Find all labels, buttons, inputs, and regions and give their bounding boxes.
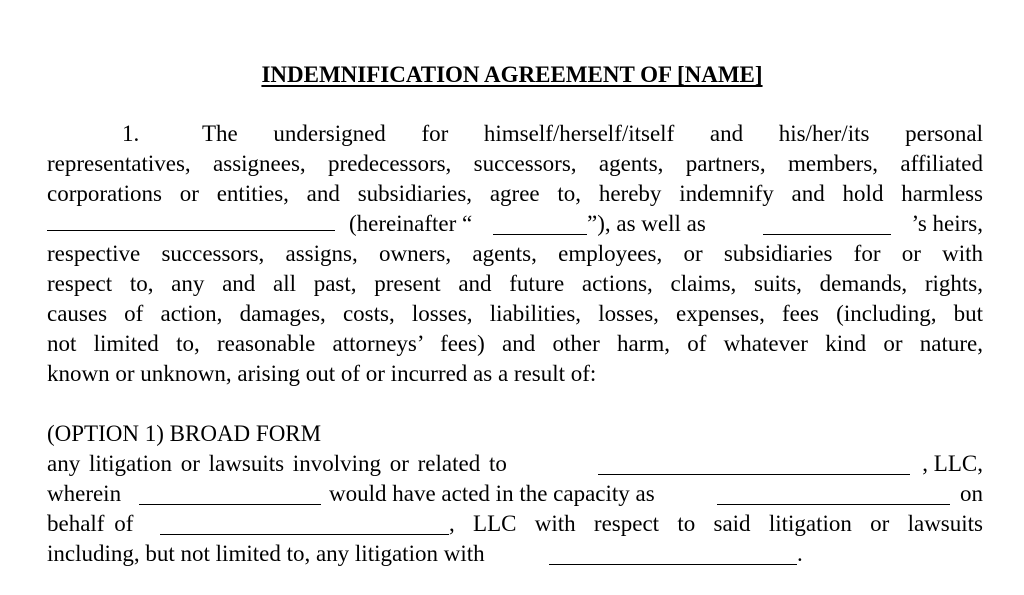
as-well-as-text: ”), as well as bbox=[587, 211, 706, 236]
heirs-text: ’s heirs, bbox=[911, 211, 983, 236]
capacity-text: would have acted in the capacity as bbox=[329, 481, 655, 506]
para1-line-2: representatives, assignees, predecessors, successors, agents, partners, members, affiliated bbox=[47, 151, 983, 176]
para1-line-3: corporations or entities, and subsidiaries, agree to, hereby indemnify and hold harmless bbox=[47, 181, 983, 206]
option1-line-1 bbox=[47, 449, 983, 479]
option1-line-1-text: any litigation or lawsuits involving or related to bbox=[47, 451, 507, 476]
option1-line-2 bbox=[47, 479, 983, 509]
on-text: on bbox=[960, 481, 983, 506]
para1-line-8: not limited to, reasonable attorneys’ fees) and other harm, of whatever kind or nature, bbox=[47, 331, 983, 356]
wherein-text: wherein bbox=[47, 481, 122, 506]
para1-line-6: respect to, any and all past, present and future actions, claims, suits, demands, rights, bbox=[47, 271, 983, 296]
behalf-party-blank[interactable] bbox=[160, 514, 449, 535]
option1-line-4 bbox=[47, 539, 983, 569]
period-text: . bbox=[797, 541, 803, 566]
para1-number: 1. bbox=[122, 121, 140, 146]
llc-text-2: , LLC with respect to said litigation or lawsuits bbox=[449, 511, 983, 536]
para1-line-7: causes of action, damages, costs, losses, liabilities, losses, expenses, fees (including, but bbox=[47, 301, 983, 326]
llc-text-1: , LLC, bbox=[922, 451, 983, 476]
short-name-blank[interactable] bbox=[493, 214, 587, 235]
option1-line-3 bbox=[47, 509, 983, 539]
capacity-blank[interactable] bbox=[717, 484, 950, 505]
litigation-with-text: including, but not limited to, any litigation with bbox=[47, 541, 485, 566]
para1-line-1-text: The undersigned for himself/herself/itself and his/her/its personal bbox=[202, 121, 983, 146]
acting-party-blank[interactable] bbox=[139, 484, 321, 505]
para1-line-1 bbox=[122, 119, 983, 149]
para1-line-4 bbox=[47, 209, 983, 239]
option-1-heading: (OPTION 1) BROAD FORM bbox=[47, 421, 322, 446]
behalf-of-text: behalf of bbox=[47, 511, 134, 536]
hereinafter-text: (hereinafter “ bbox=[349, 211, 473, 236]
para1-line-9: known or unknown, arising out of or incurred as a result of: bbox=[47, 361, 597, 386]
related-party-blank[interactable] bbox=[598, 454, 910, 475]
litigation-party-blank[interactable] bbox=[549, 544, 797, 565]
document-title: INDEMNIFICATION AGREEMENT OF [NAME] bbox=[261, 62, 763, 87]
para1-line-5: respective successors, assigns, owners, agents, employees, or subsidiaries for or with bbox=[47, 241, 983, 266]
indemnitee-name-blank[interactable] bbox=[47, 210, 335, 231]
heirs-party-blank[interactable] bbox=[763, 214, 891, 235]
